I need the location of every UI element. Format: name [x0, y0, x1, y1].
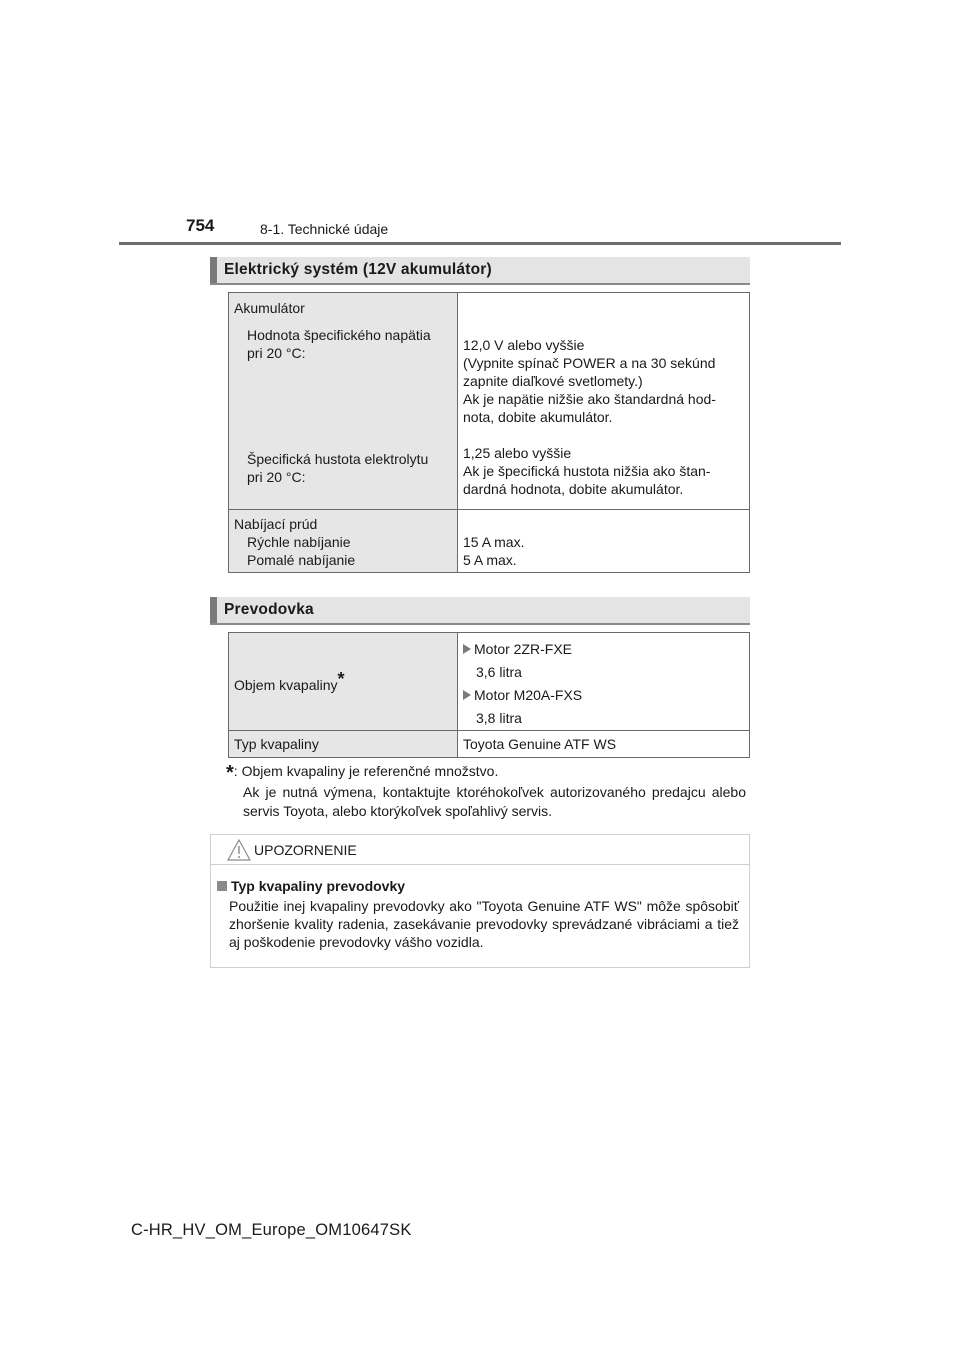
- footnote-line-2: Ak je nutná výmena, kontaktujte ktoréhokoľvek autorizovaného predajcu alebo servis Toyota, alebo ktorýkoľvek spoľahlivý servis.: [243, 784, 746, 819]
- fluid-type-value: Toyota Genuine ATF WS: [463, 736, 617, 752]
- engine-1-value: 3,6 litra: [476, 664, 522, 680]
- voltage-value-3: zapnite diaľkové svetlomety.): [463, 373, 643, 389]
- footnote-marker: *: [337, 668, 345, 689]
- capacity-label-cell: [229, 633, 458, 731]
- engine-2-value: 3,8 litra: [476, 710, 522, 726]
- triangle-bullet-icon: [463, 644, 471, 654]
- caution-heading: UPOZORNENIE: [254, 842, 357, 858]
- fast-charge-label: Rýchle nabíjanie: [247, 534, 351, 550]
- section-bar: [210, 257, 217, 283]
- document-id: C-HR_HV_OM_Europe_OM10647SK: [131, 1221, 412, 1239]
- section-heading-electric: [210, 257, 750, 285]
- voltage-label-1: Hodnota špecifického napätia: [247, 327, 431, 343]
- charge-value-cell: [458, 510, 750, 573]
- fast-charge-value: 15 A max.: [463, 534, 525, 550]
- fluid-type-label: Typ kvapaliny: [234, 736, 319, 752]
- triangle-bullet-icon: [463, 690, 471, 700]
- section-bar: [210, 597, 217, 623]
- page-number: 754: [186, 216, 215, 235]
- section-title: Elektrický systém (12V akumulátor): [224, 261, 492, 278]
- electric-spec-table: [228, 292, 750, 573]
- engine-1-name: Motor 2ZR-FXE: [474, 641, 573, 657]
- density-label-2: pri 20 °C:: [247, 469, 306, 485]
- battery-label-cell: [229, 293, 458, 510]
- voltage-label-2: pri 20 °C:: [247, 345, 306, 361]
- caution-subheading: [217, 878, 405, 894]
- density-value-2: Ak je špecifická hustota nižšia ako štan-: [463, 463, 711, 479]
- slow-charge-value: 5 A max.: [463, 552, 517, 568]
- density-value-3: dardná hodnota, dobite akumulátor.: [463, 481, 684, 497]
- voltage-value-1: 12,0 V alebo vyššie: [463, 337, 585, 353]
- voltage-value-2: (Vypnite spínač POWER a na 30 sekúnd: [463, 355, 716, 371]
- footnote: [226, 762, 746, 821]
- caution-text: Použitie inej kvapaliny prevodovky ako "Toyota Genuine ATF WS" môže spôsobiť zhoršenie kvality radenia, zasekávanie prevodovky sprevádzané vibráciami a tiež aj poškodenie prevodovky vášho vozidla.: [229, 898, 739, 950]
- voltage-value-5: nota, dobite akumulátor.: [463, 409, 613, 425]
- engine-2-name: Motor M20A-FXS: [474, 687, 583, 703]
- footnote-line-1: [226, 762, 746, 783]
- fluid-type-value-cell: [458, 731, 750, 758]
- footnote-star: *: [226, 762, 234, 784]
- transmission-spec-table: [228, 632, 750, 758]
- fluid-type-label-cell: [229, 731, 458, 758]
- section-heading-transmission: [210, 597, 750, 625]
- charge-label-cell: [229, 510, 458, 573]
- battery-value-cell: [458, 293, 750, 510]
- section-title: Prevodovka: [224, 601, 314, 618]
- table-row: [229, 731, 750, 758]
- capacity-value-cell: [458, 633, 750, 731]
- header-divider: [119, 242, 841, 245]
- capacity-label: [229, 670, 457, 694]
- battery-label: Akumulátor: [234, 300, 305, 316]
- caution-header: [211, 835, 749, 865]
- warning-triangle-icon: [227, 839, 251, 861]
- charge-label: Nabíjací prúd: [234, 516, 318, 532]
- slow-charge-label: Pomalé nabíjanie: [247, 552, 356, 568]
- capacity-label-text: Objem kvapaliny: [234, 676, 338, 693]
- voltage-value-4: Ak je napätie nižšie ako štandardná hod-: [463, 391, 716, 407]
- square-bullet-icon: [217, 881, 227, 891]
- density-value-1: 1,25 alebo vyššie: [463, 445, 572, 461]
- engine-2: [458, 684, 749, 707]
- engine-1: [458, 633, 749, 661]
- footnote-text-1: : Objem kvapaliny je referenčné množstvo.: [233, 763, 499, 779]
- table-row: [229, 293, 750, 510]
- density-label-1: Špecifická hustota elektrolytu: [247, 451, 429, 467]
- caution-subheading-text: Typ kvapaliny prevodovky: [231, 878, 406, 894]
- table-row: [229, 510, 750, 573]
- caution-box: [210, 834, 750, 968]
- chapter-title: 8-1. Technické údaje: [260, 221, 389, 237]
- table-row: [229, 633, 750, 731]
